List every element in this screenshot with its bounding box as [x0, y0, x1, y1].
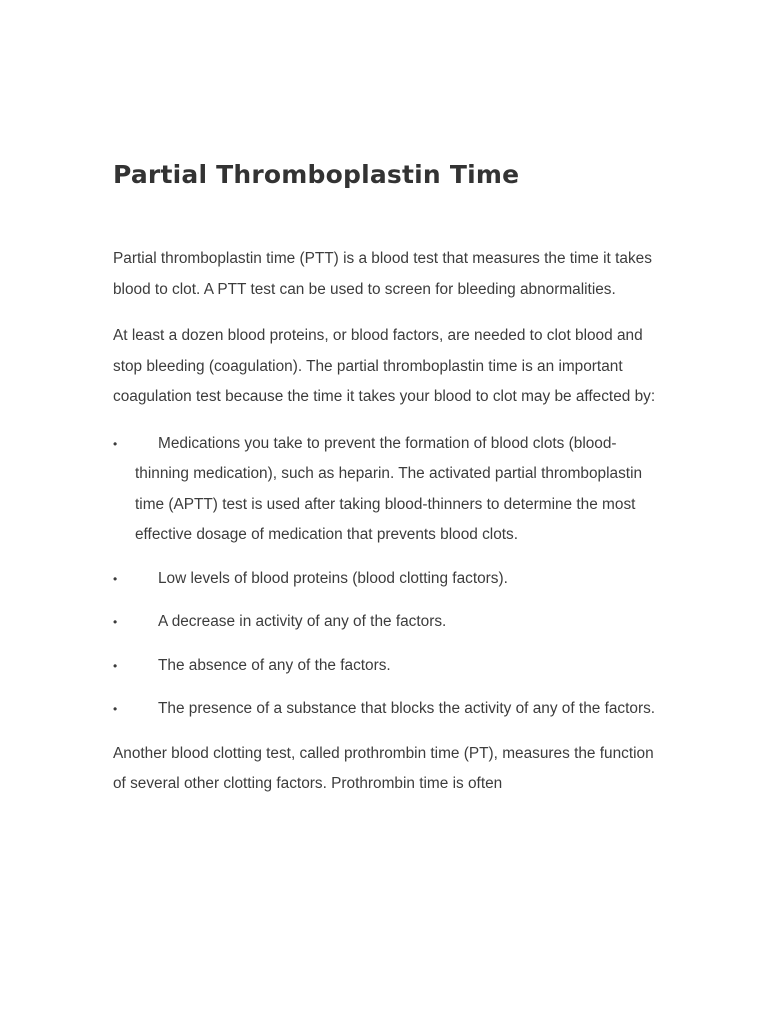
list-item-text: Low levels of blood proteins (blood clotting factors).	[158, 569, 508, 587]
list-item-text: The presence of a substance that blocks the activity of any of the factors.	[158, 700, 656, 717]
bullet-icon: •	[113, 436, 118, 451]
bullet-icon: •	[113, 658, 118, 673]
intro-paragraph: Partial thromboplastin time (PTT) is a blood test that measures the time it takes blood to clot. A PTT test can be used to screen for bleeding abnormalities.	[113, 250, 652, 298]
factors-paragraph: At least a dozen blood proteins, or blood factors, are needed to clot blood and stop bleeding (coagulation). The partial thromboplastin time is an important coagulation test because the time it takes your blood to clot may be affected by:	[113, 327, 656, 405]
bullet-icon: •	[113, 615, 118, 629]
another-test-paragraph: Another blood clotting test, called prothrombin time (PT), measures the function of several other clotting factors. Prothrombin time is often	[113, 744, 654, 792]
list-item-text: A decrease in activity of any of the factors.	[158, 613, 447, 630]
factor-list	[113, 429, 658, 725]
list-item	[113, 694, 658, 725]
list-item	[113, 564, 658, 595]
list-item-text: The absence of any of the factors.	[158, 656, 391, 674]
list-item	[113, 607, 658, 638]
page-title: Partial Thromboplastin Time	[113, 160, 520, 189]
list-item-text: Medications you take to prevent the formation of blood clots (blood-thinning medication), such as heparin. The activated partial thromboplastin time (APTT) test is used after taking blood-thinners to determine the most effective dosage of medication that prevents blood clots.	[135, 434, 643, 543]
list-item	[113, 429, 658, 551]
list-item	[113, 651, 658, 682]
bullet-icon: •	[113, 571, 118, 586]
document-body	[113, 244, 658, 816]
bullet-icon: •	[113, 702, 118, 716]
